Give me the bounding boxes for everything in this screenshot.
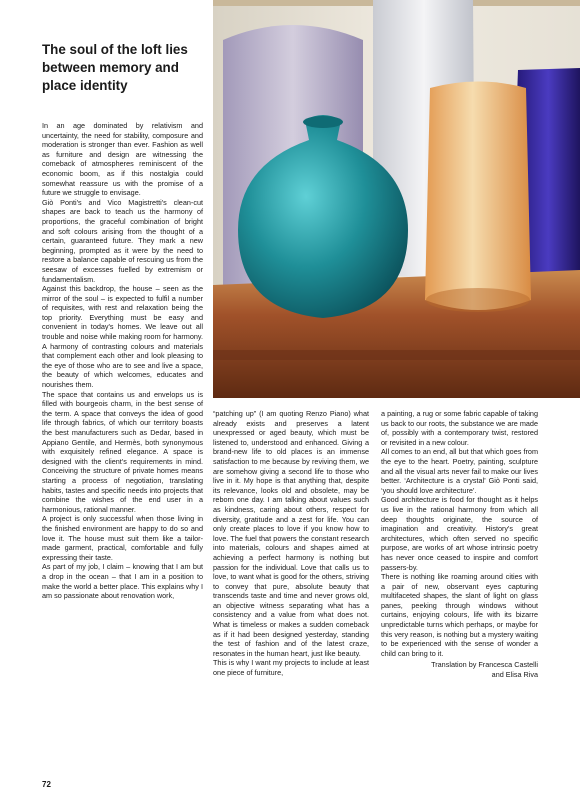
paragraph: The space that contains us and envelops us is filled with bourgeois charm, in the best sense of the term. A space that conveys the idea of good life through fabrics, of which our territory boasts the best manufacturers such as Dedar, based in Appiano Gentile, and Hermès, both synonymous with exquisitely refined elegance. A space is designed with the client's requirements in mind. Conceiving the structure of private homes means starting a process of negotiation, translating habits, tastes and specific needs into projects that combine the wishes of the end user in a harmonious, rational manner. (42, 389, 203, 514)
article-column-3 (381, 409, 538, 680)
paragraph: a painting, a rug or some fabric capable of taking us back to our roots, the substance we are made of, possibly with a contemporary twist, restored or revisited in a new colour. (381, 409, 538, 447)
paragraph: All comes to an end, all but that which goes from the eye to the heart. Poetry, painting, sculpture and all the visual arts never fail to make our lives better. ‘Architecture is a crystal’ Giò Ponti said, ‘you should love architecture’. (381, 447, 538, 495)
article-title: The soul of the loft lies between memory and place identity (42, 42, 188, 93)
paragraph: In an age dominated by relativism and uncertainty, the need for stability, composure and moderation is stronger than ever. Fashion as well as furniture and design are witnessing the comeback of atmospheres reminiscent of the economic boom, as if this nostalgia could somewhat reassure us with the promise of a future we struggle to envisage. (42, 121, 203, 198)
paragraph: Against this backdrop, the house – seen as the mirror of the soul – is expected to fulfil a number of requisites, with rest and relaxation being the top priority. Everything must be easy and convenient in today's homes. We leave out all trouble and noise while making room for harmony. A harmony of contrasting colours and materials that complement each other and look pleasing to the eye of those who are to see and live a space, the beauty of which welcomes, educates and nourishes them. (42, 284, 203, 390)
paragraph: Giò Ponti's and Vico Magistretti's clean-cut shapes are back to teach us the harmony of proportions, the graceful combination of bright and soft colours arising from the thought of a certain, guaranteed future. They mark a new beginning, prompted as it were by the need to restore a balance capable of rescuing us from the seesaw of excesses fuelled by extremism or fundamentalism. (42, 197, 203, 284)
paragraph: “patching up” (I am quoting Renzo Piano) what already exists and preserves a latent unexpressed or aged beauty, which must be listened to, understood and enhanced. Giving a brand-new life to old places is an immense satisfaction to me because by reviving them, we are somehow giving a second life to those who live in it. My hope is that anything that, despite its relevance, looks old and obsolete, may be reborn one day. I am talking about values such as kindness, caring about others, respect for diversity, gratitude and a zest for life. You can only create places to love if you know how to love. The fuel that powers the constant research into materials, colours and shapes aimed at achieving a perfect harmony is nothing but passion for the individual. Love that calls us to love, to want what is good for the others, striving to convey that pure, absolute beauty that transcends taste and time and never grows old, an objective witness separating what has a consistency and a value from what does not. What is timeless or makes a sudden comeback as if it had been designed yesterday, standing the test of fashion and of the latest craze, resonates in the human heart, just like beauty. (213, 409, 369, 658)
paragraph: As part of my job, I claim – knowing that I am but a drop in the ocean – that I am in a position to make the world a better place. This explains why I am so passionate about renovation work, (42, 562, 203, 601)
vases-photo (213, 0, 580, 398)
page-number: 72 (42, 780, 51, 789)
credit-line: Translation by Francesca Castelli (431, 660, 538, 670)
paragraph: Good architecture is food for thought as it helps us live in the rational harmony from which all deep thoughts originate, the source of imagination and creativity. History's great architectures, which often served no specific purpose, are works of art whose intrinsic poetry has never once ceased to inspire and comfort passers-by. (381, 495, 538, 572)
translation-credit (381, 660, 538, 679)
article-column-2 (213, 409, 369, 678)
credit-line: and Elisa Riva (491, 670, 538, 680)
paragraph: This is why I want my projects to include at least one piece of furniture, (213, 658, 369, 678)
paragraph: There is nothing like roaming around cities with a pair of new, observant eyes capturing multifaceted shapes, the slant of light on glass panes, peeking through windows without curtains, enjoying colours, life with its bizarre unpredictable turns which perhaps, or maybe for this very reason, is nothing but a mystery waiting to be experienced with the sense of wonder a child can bring to it. (381, 572, 538, 658)
article-column-1 (42, 121, 203, 601)
paragraph: A project is only successful when those living in the finished environment are happy to do so and love it. The house must suit them like a tailor-made garment, practical, comfortable and fully expressing their taste. (42, 514, 203, 562)
